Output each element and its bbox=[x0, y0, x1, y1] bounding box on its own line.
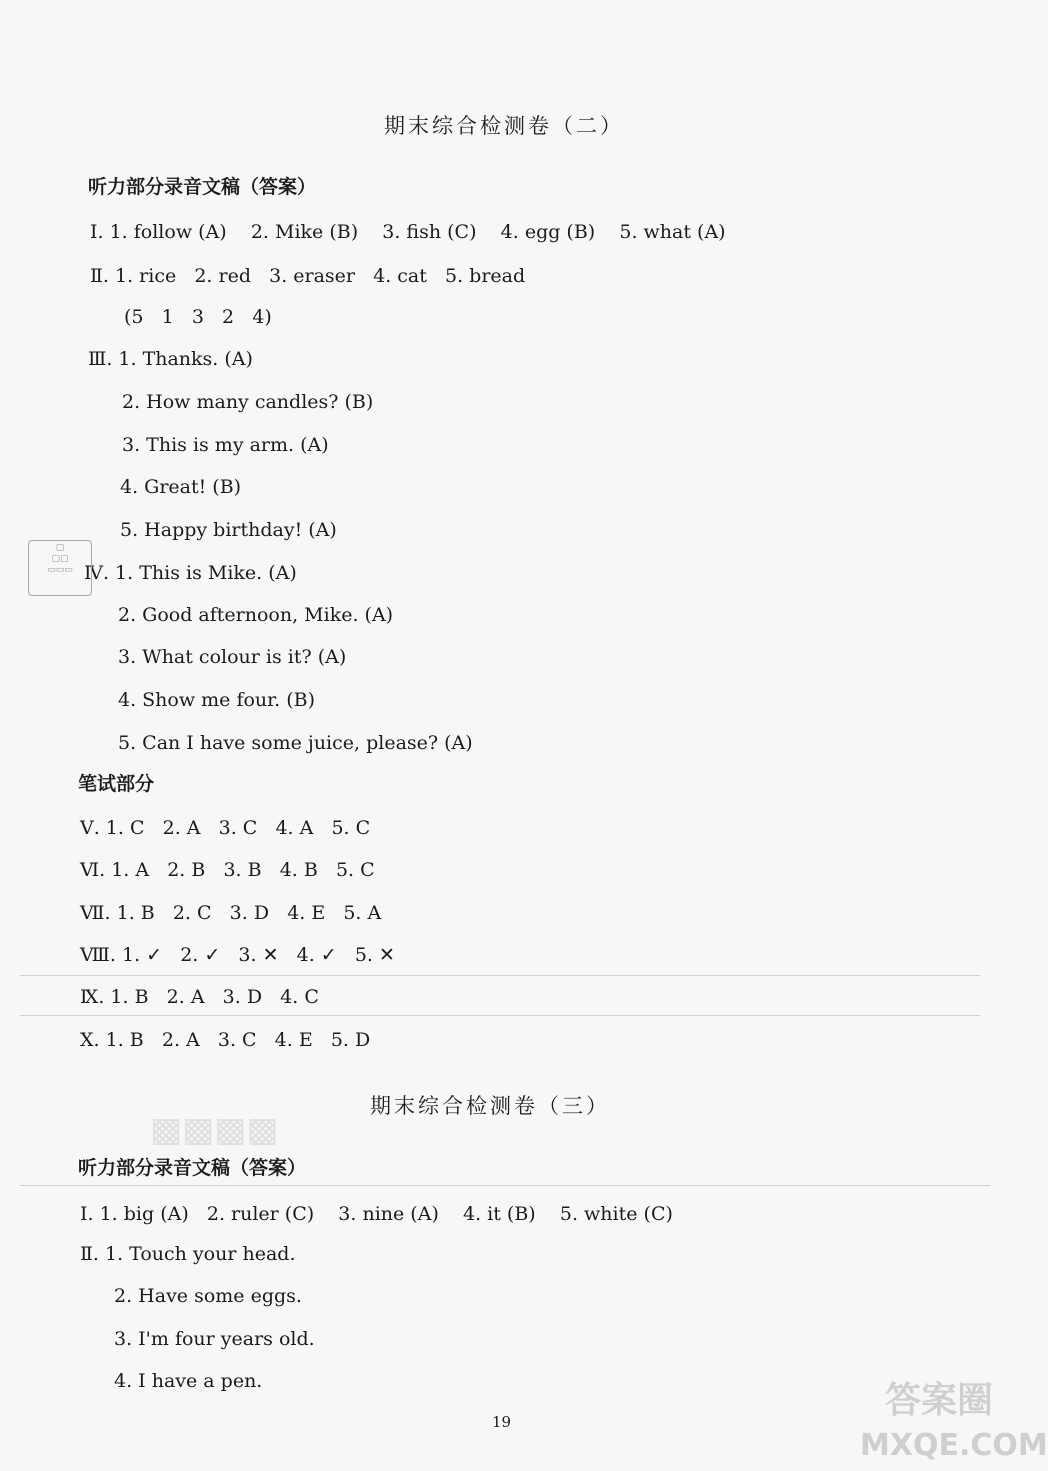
section2-title: 期末综合检测卷（二） bbox=[384, 114, 624, 138]
section3-title: 期末综合检测卷（三） bbox=[370, 1094, 610, 1118]
watermark-url: MXQE.COM bbox=[860, 1428, 1048, 1463]
watermark-logo: ▩▩▩▩ bbox=[150, 1110, 279, 1150]
answer-line: 5. Happy birthday! (A) bbox=[120, 519, 337, 541]
answer-line: Ⅱ. 1. rice 2. red 3. eraser 4. cat 5. bread bbox=[90, 265, 526, 287]
answer-line: Ⅵ. 1. A 2. B 3. B 4. B 5. C bbox=[80, 859, 375, 881]
answer-line: 3. What colour is it? (A) bbox=[118, 646, 347, 668]
scan-line bbox=[20, 1015, 980, 1016]
answer-line: 3. I'm four years old. bbox=[114, 1328, 315, 1350]
page-number: 19 bbox=[492, 1413, 512, 1431]
answer-line: Ⅷ. 1. ✓ 2. ✓ 3. ✕ 4. ✓ 5. ✕ bbox=[80, 944, 395, 966]
section2-listening-header: 听力部分录音文稿（答案） bbox=[88, 176, 317, 198]
answer-line: (5 1 3 2 4) bbox=[124, 306, 272, 328]
answer-line: Ⅴ. 1. C 2. A 3. C 4. A 5. C bbox=[80, 817, 371, 839]
section3-listening-header: 听力部分录音文稿（答案） bbox=[78, 1157, 307, 1179]
answer-line: 2. Good afternoon, Mike. (A) bbox=[118, 604, 394, 626]
scan-line bbox=[20, 975, 980, 976]
answer-line: 2. How many candles? (B) bbox=[122, 391, 374, 413]
answer-line: 4. Great! (B) bbox=[120, 476, 242, 498]
answer-line: 4. I have a pen. bbox=[114, 1370, 263, 1392]
answer-line: 4. Show me four. (B) bbox=[118, 689, 316, 711]
answer-line: 2. Have some eggs. bbox=[114, 1285, 302, 1307]
answer-line: 5. Can I have some juice, please? (A) bbox=[118, 732, 473, 754]
answer-line: Ⅱ. 1. Touch your head. bbox=[80, 1243, 296, 1265]
answer-line: Ⅶ. 1. B 2. C 3. D 4. E 5. A bbox=[80, 902, 382, 924]
watermark-corner: 答案圈 bbox=[885, 1380, 994, 1421]
section2-written-header: 笔试部分 bbox=[78, 773, 155, 795]
answer-line: Ⅸ. 1. B 2. A 3. D 4. C bbox=[80, 986, 319, 1008]
answer-line: Ⅲ. 1. Thanks. (A) bbox=[88, 348, 253, 370]
stamp-logo: ▢ ▢▢ ▭▭▭ bbox=[28, 540, 92, 596]
answer-line: Ⅳ. 1. This is Mike. (A) bbox=[84, 562, 297, 584]
answer-line: 3. This is my arm. (A) bbox=[122, 434, 329, 456]
scan-line bbox=[20, 1185, 990, 1186]
answer-line: Ⅰ. 1. big (A) 2. ruler (C) 3. nine (A) 4. it (B) 5. white (C) bbox=[80, 1203, 673, 1225]
answer-line: Ⅰ. 1. follow (A) 2. Mike (B) 3. fish (C) 4. egg (B) 5. what (A) bbox=[90, 221, 726, 243]
answer-line: Ⅹ. 1. B 2. A 3. C 4. E 5. D bbox=[80, 1029, 371, 1051]
